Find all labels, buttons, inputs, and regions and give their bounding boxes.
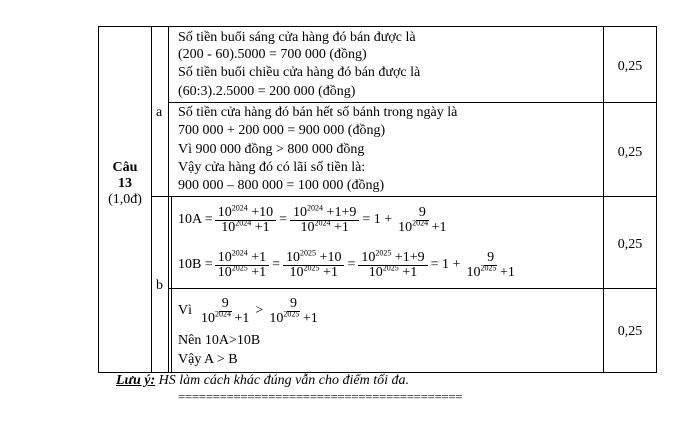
question-label bbox=[99, 160, 151, 208]
a2-line-2: 700 000 + 200 000 = 900 000 (đồng) bbox=[178, 123, 386, 138]
column-divider-2 bbox=[168, 26, 169, 373]
b2-score: 0,25 bbox=[617, 324, 643, 339]
b2-line-2: Nên 10A>10B bbox=[178, 333, 261, 348]
b1-10b-fraction-1: $\frac{10^{2024} +1}{10^{2025} +1}$ bbox=[215, 251, 269, 280]
column-divider-1 bbox=[151, 26, 152, 373]
a2-line-1: Số tiền cửa hàng đó bán hết số bánh trong ngày là bbox=[178, 105, 458, 120]
b1-score: 0,25 bbox=[617, 237, 643, 252]
question-label-line2: 13 bbox=[118, 176, 132, 191]
footer-note-label: Lưu ý: bbox=[116, 373, 156, 388]
a2-line-5: 900 000 – 800 000 = 100 000 (đồng) bbox=[178, 178, 385, 193]
b1-10a-fraction-3: $\frac{9}{10^{2024} +1}$ bbox=[398, 204, 447, 235]
b1-equation-10a: 10A = $\frac{10^{2024} +10}{10^{2024} +1}$ = $\frac{10^{2024} +1+9}{10^{2024} +1}$ = 1 + $\frac{9}{10^{2024} +1}$ bbox=[178, 200, 452, 240]
footer-note-text: HS làm cách khác đúng vẫn cho điểm tối đa. bbox=[155, 373, 409, 388]
a2-line-4: Vậy cửa hàng đó có lãi số tiền là: bbox=[178, 160, 366, 175]
b2-comparison: Vì $\frac{9}{10^{2024} +1}$ > $\frac{9}{10^{2025} +1}$ bbox=[178, 291, 323, 331]
b1-10a-fraction-1: $\frac{10^{2024} +10}{10^{2024} +1}$ bbox=[215, 206, 276, 235]
table-border-right bbox=[656, 26, 657, 373]
row-divider-b1 bbox=[168, 288, 657, 289]
b1-10b-fraction-4: $\frac{9}{10^{2025} +1}$ bbox=[466, 249, 515, 280]
row-divider-ab bbox=[151, 196, 657, 197]
a1-score: 0,25 bbox=[617, 59, 643, 74]
row-divider-a1 bbox=[168, 102, 657, 103]
question-label-line1: Câu bbox=[112, 160, 138, 175]
question-points: (1,0đ) bbox=[108, 192, 142, 207]
a1-line-2: (200 - 60).5000 = 700 000 (đồng) bbox=[178, 47, 367, 62]
part-a-label: a bbox=[156, 105, 163, 120]
part-b-label: b bbox=[156, 278, 163, 293]
footer-separator: ========================================= bbox=[178, 389, 463, 404]
inner-double-line bbox=[171, 196, 172, 373]
a1-line-1: Số tiền buổi sáng cửa hàng đó bán được là bbox=[178, 30, 416, 45]
table-border-top bbox=[98, 26, 657, 27]
b2-vi: Vì bbox=[178, 303, 192, 318]
b1-10a-lhs: 10A = bbox=[178, 212, 213, 227]
a1-line-3: Số tiền buổi chiều cửa hàng đó bán được là bbox=[178, 65, 421, 80]
b2-fraction-1: $\frac{9}{10^{2024} +1}$ bbox=[201, 295, 250, 326]
b2-fraction-2: $\frac{9}{10^{2025} +1}$ bbox=[269, 295, 318, 326]
b1-10b-fraction-3: $\frac{10^{2025} +1+9}{10^{2025} +1}$ bbox=[358, 251, 427, 280]
a2-score: 0,25 bbox=[617, 145, 643, 160]
a2-line-3: Vì 900 000 đồng > 800 000 đồng bbox=[178, 142, 365, 157]
b1-10b-lhs: 10B = bbox=[178, 257, 213, 272]
footer-note bbox=[116, 373, 409, 389]
b2-line-3: Vậy A > B bbox=[178, 352, 238, 367]
a1-line-4: (60:3).2.5000 = 200 000 (đồng) bbox=[178, 84, 356, 99]
b1-10a-fraction-2: $\frac{10^{2024} +1+9}{10^{2024} +1}$ bbox=[290, 206, 359, 235]
column-divider-3 bbox=[603, 26, 604, 373]
b1-equation-10b: 10B = $\frac{10^{2024} +1}{10^{2025} +1}$ = $\frac{10^{2025} +10}{10^{2025} +1}$ = $\frac{10^{2025} +1+9}{10^{2025} +1}$ = 1 + $\frac{9}{10^{2025} +1}$ bbox=[178, 245, 520, 285]
b1-10b-fraction-2: $\frac{10^{2025} +10}{10^{2025} +1}$ bbox=[283, 251, 344, 280]
